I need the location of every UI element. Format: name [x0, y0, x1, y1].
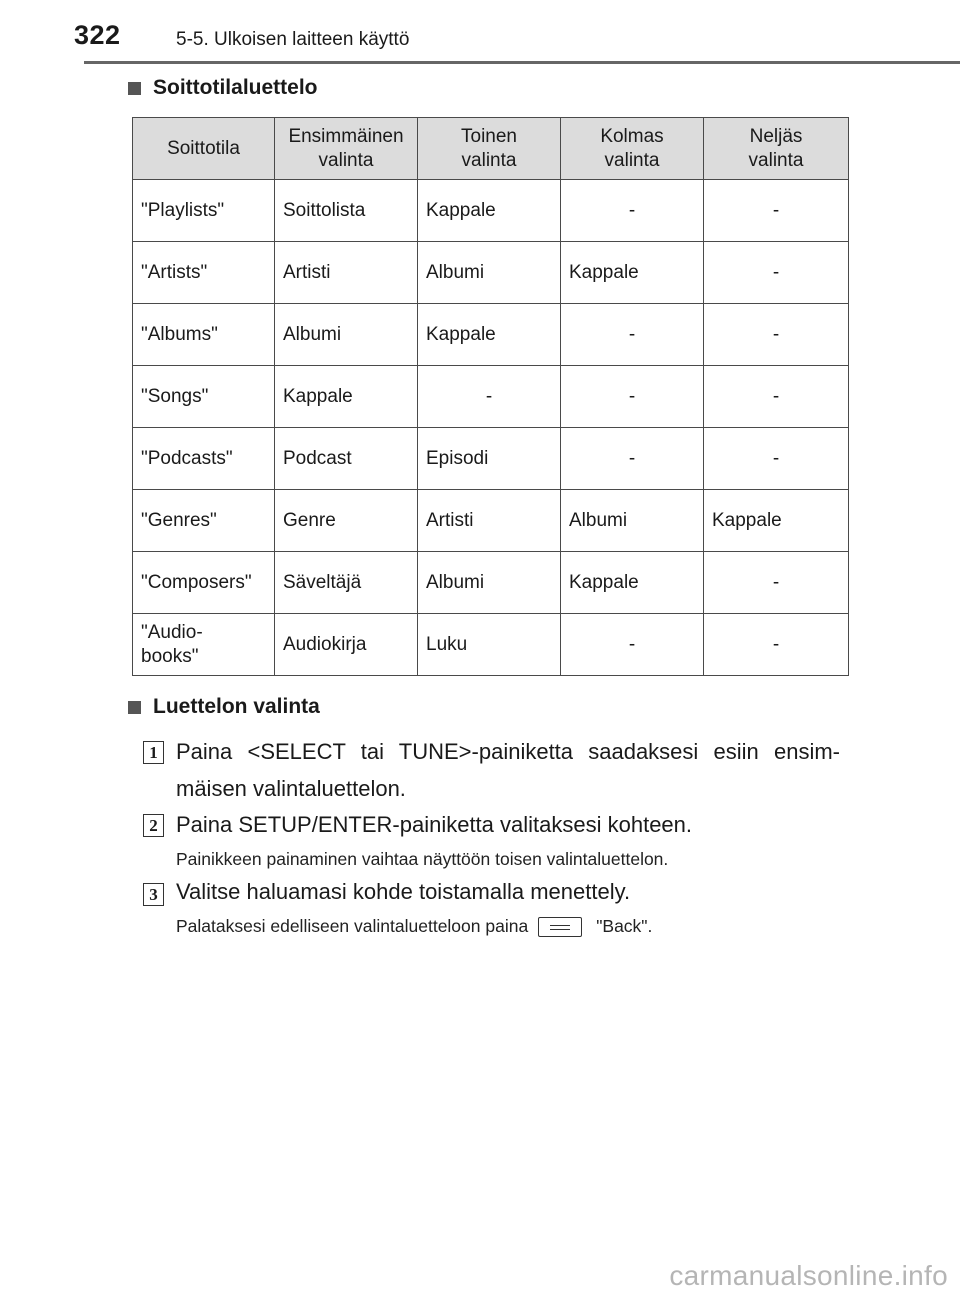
table-cell: Kappale	[704, 490, 849, 552]
column-header-label: valinta	[748, 149, 804, 171]
header-divider	[84, 61, 960, 64]
table-cell: -	[418, 366, 561, 428]
table-row	[133, 304, 849, 366]
table-row	[133, 490, 849, 552]
table-cell: -	[704, 614, 849, 676]
table-cell: "Genres"	[133, 490, 275, 552]
column-header	[561, 118, 704, 180]
column-header-label: Neljäs	[749, 125, 803, 147]
table-cell: -	[561, 366, 704, 428]
column-header-label: valinta	[604, 149, 660, 171]
column-header	[275, 118, 418, 180]
playmode-table	[132, 117, 849, 676]
table-cell: Kappale	[561, 242, 704, 304]
table-cell: Artisti	[275, 242, 418, 304]
table-cell: -	[704, 242, 849, 304]
step-text: Paina SETUP/ENTER-painiketta valitaksesi kohteen.	[176, 812, 693, 837]
step-2-note: Painikkeen painaminen vaihtaa näyttöön toisen valintaluettelon.	[176, 849, 669, 869]
table-cell: -	[561, 304, 704, 366]
table-header-row	[133, 118, 849, 180]
note-text: Palataksesi edelliseen valintaluetteloon paina	[176, 916, 529, 936]
bullet-square-icon	[128, 701, 141, 714]
table-cell: Albumi	[561, 490, 704, 552]
table-row	[133, 614, 849, 676]
table-cell: "Composers"	[133, 552, 275, 614]
column-header-label: valinta	[461, 149, 517, 171]
table-cell: Kappale	[418, 180, 561, 242]
page-number: 322	[74, 20, 121, 50]
table-cell: Säveltäjä	[275, 552, 418, 614]
section-heading-list-selection	[128, 695, 320, 719]
table-row	[133, 428, 849, 490]
table-cell: Luku	[418, 614, 561, 676]
table-cell: -	[704, 304, 849, 366]
table-cell: Genre	[275, 490, 418, 552]
table-row	[133, 552, 849, 614]
step-number-badge: 2	[143, 814, 164, 837]
step-text: Valitse haluamasi kohde toistamalla menettely.	[176, 879, 631, 904]
table-cell: -	[704, 180, 849, 242]
page-header	[0, 0, 960, 62]
step-text: Paina <SELECT tai TUNE>-painiketta saadaksesi esiin ensim-mäisen valintaluettelon.	[176, 739, 840, 801]
table-cell: Kappale	[418, 304, 561, 366]
back-button-icon	[538, 917, 582, 937]
step-number-badge: 1	[143, 741, 164, 764]
column-header-label: Toinen	[461, 125, 517, 147]
table-cell: -	[561, 428, 704, 490]
table-cell: Kappale	[275, 366, 418, 428]
section-heading-playmodes	[128, 76, 318, 100]
column-header	[133, 118, 275, 180]
note-text: "Back".	[596, 916, 653, 936]
watermark: carmanualsonline.info	[669, 1260, 948, 1291]
table-cell: Episodi	[418, 428, 561, 490]
table-cell: Albumi	[418, 552, 561, 614]
table-cell: Soittolista	[275, 180, 418, 242]
table-cell: "Songs"	[133, 366, 275, 428]
table-cell: "Artists"	[133, 242, 275, 304]
column-header-label: Ensimmäinen	[288, 125, 404, 147]
table-cell: Artisti	[418, 490, 561, 552]
table-row	[133, 180, 849, 242]
table-cell: Podcast	[275, 428, 418, 490]
column-header	[704, 118, 849, 180]
table-row	[133, 366, 849, 428]
table-cell: Albumi	[275, 304, 418, 366]
column-header-label: valinta	[318, 149, 374, 171]
table-cell: -	[561, 614, 704, 676]
table-cell: -	[561, 180, 704, 242]
table-cell: -	[704, 366, 849, 428]
column-header	[418, 118, 561, 180]
chapter-title: 5-5. Ulkoisen laitteen käyttö	[176, 29, 410, 50]
table-body	[133, 180, 849, 676]
table-cell: "Audio- books"	[133, 614, 275, 676]
table-cell: Kappale	[561, 552, 704, 614]
table-cell: "Podcasts"	[133, 428, 275, 490]
step-number-badge: 3	[143, 883, 164, 906]
table-cell: -	[704, 428, 849, 490]
column-header-label: Soittotila	[167, 137, 240, 159]
table-cell: Albumi	[418, 242, 561, 304]
section-title: Soittotilaluettelo	[153, 76, 318, 99]
column-header-label: Kolmas	[600, 125, 664, 147]
section-title: Luettelon valinta	[153, 695, 320, 718]
table-cell: "Playlists"	[133, 180, 275, 242]
bullet-square-icon	[128, 82, 141, 95]
table-cell: -	[704, 552, 849, 614]
table-cell: "Albums"	[133, 304, 275, 366]
step-3-note	[176, 916, 652, 937]
table-cell: Audiokirja	[275, 614, 418, 676]
table-row	[133, 242, 849, 304]
